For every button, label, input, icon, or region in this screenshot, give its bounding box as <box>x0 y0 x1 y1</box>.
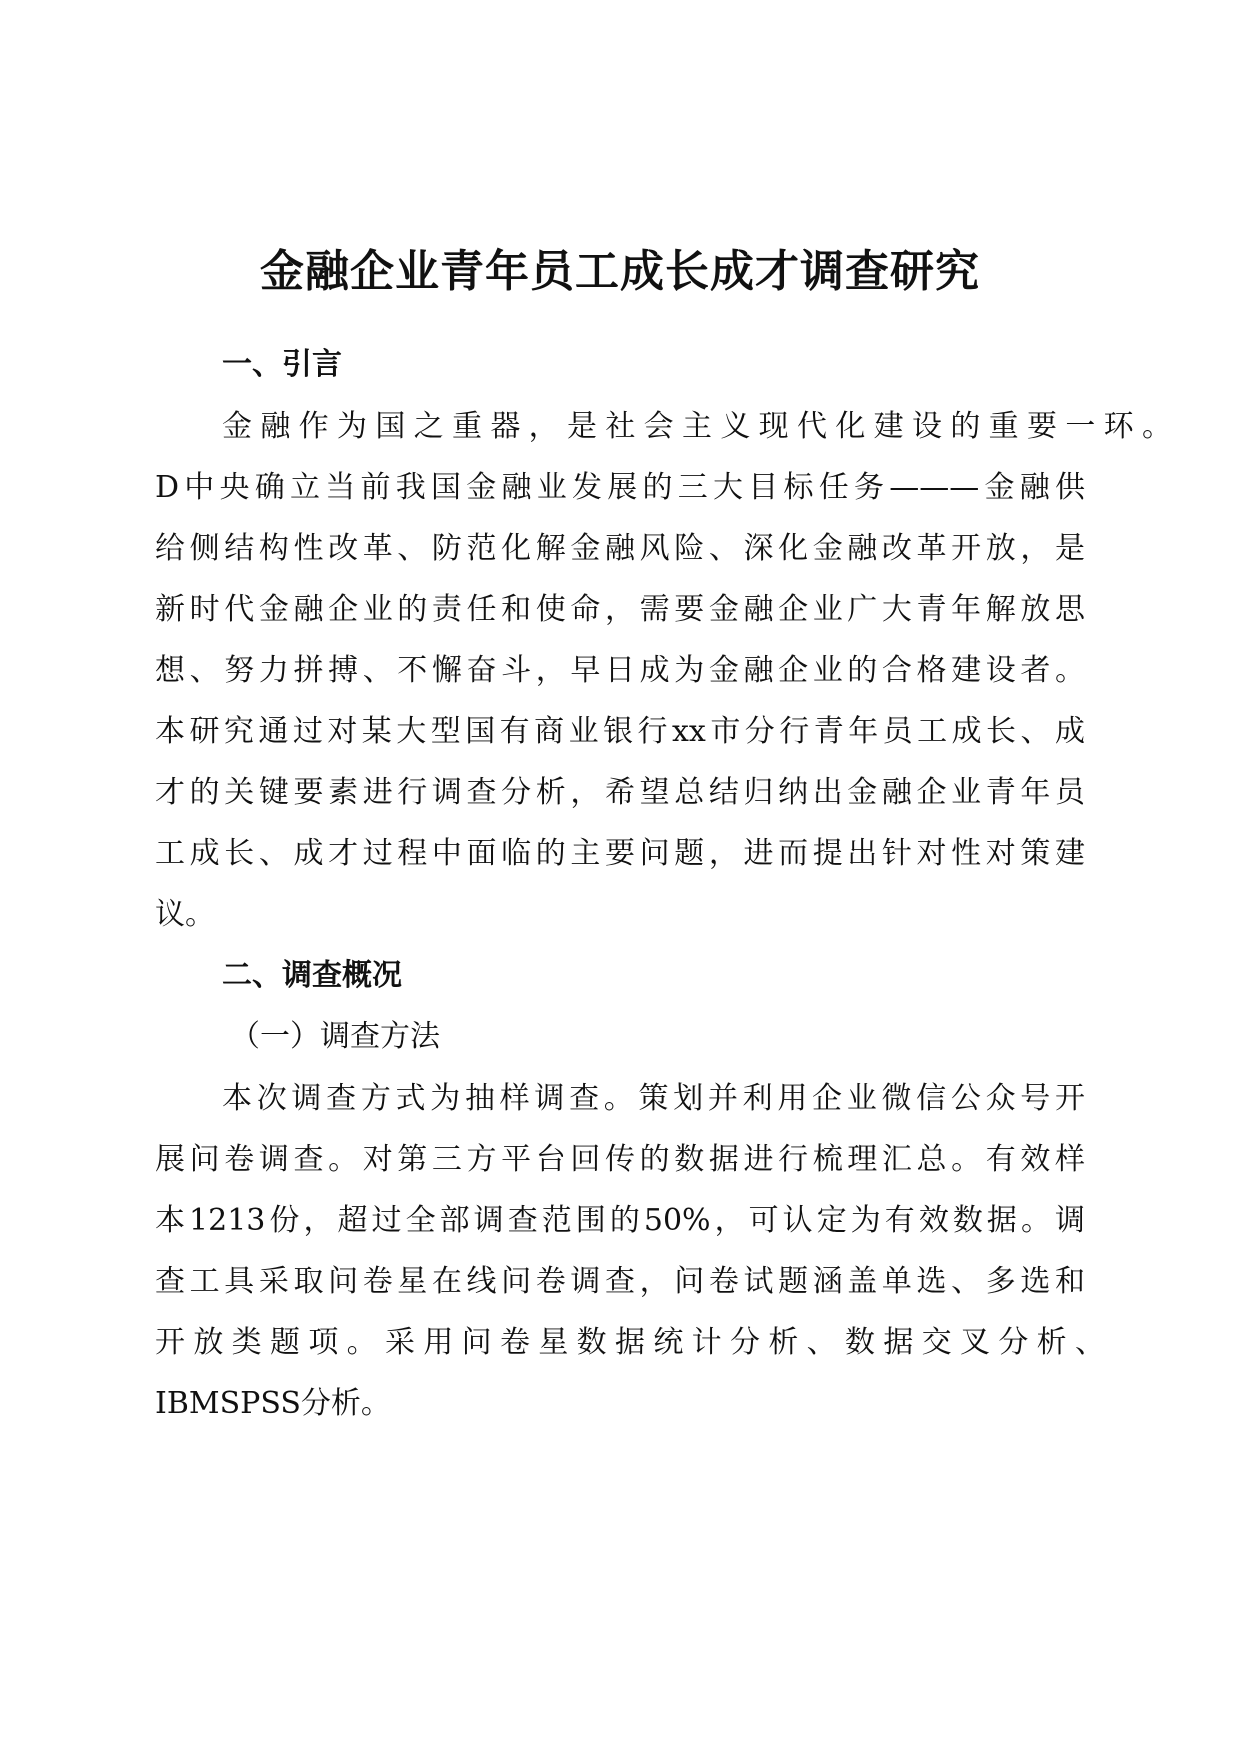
paragraph-line: 本1213份，超过全部调查范围的50%，可认定为有效数据。调 <box>155 1203 1085 1238</box>
paragraph-line: 想、努力拼搏、不懈奋斗，早日成为金融企业的合格建设者。 <box>155 653 1085 688</box>
subsection-heading-survey-method: （一）调查方法 <box>230 1019 440 1054</box>
paragraph-line: 展问卷调查。对第三方平台回传的数据进行梳理汇总。有效样 <box>155 1142 1085 1177</box>
paragraph-line: 金融作为国之重器，是社会主义现代化建设的重要一环。 <box>222 409 1172 444</box>
paragraph-line: 本研究通过对某大型国有商业银行xx市分行青年员工成长、成 <box>155 714 1085 749</box>
paragraph-line: D中央确立当前我国金融业发展的三大目标任务———金融供 <box>155 470 1085 505</box>
paragraph-line: 新时代金融企业的责任和使命，需要金融企业广大青年解放思 <box>155 592 1085 627</box>
paragraph-line: IBMSPSS分析。 <box>155 1386 391 1421</box>
paragraph-line: 工成长、成才过程中面临的主要问题，进而提出针对性对策建 <box>155 836 1085 871</box>
section-heading-introduction: 一、引言 <box>222 347 342 382</box>
paragraph-line: 才的关键要素进行调查分析，希望总结归纳出金融企业青年员 <box>155 775 1085 810</box>
paragraph-line: 开放类题项。采用问卷星数据统计分析、数据交叉分析、 <box>155 1325 1105 1360</box>
paragraph-line: 查工具采取问卷星在线问卷调查，问卷试题涵盖单选、多选和 <box>155 1264 1085 1299</box>
paragraph-line: 本次调查方式为抽样调查。策划并利用企业微信公众号开 <box>222 1081 1085 1116</box>
document-title: 金融企业青年员工成长成才调查研究 <box>260 246 980 297</box>
paragraph-line: 给侧结构性改革、防范化解金融风险、深化金融改革开放，是 <box>155 531 1085 566</box>
paragraph-line: 议。 <box>155 897 215 932</box>
section-heading-survey-overview: 二、调查概况 <box>222 958 402 993</box>
